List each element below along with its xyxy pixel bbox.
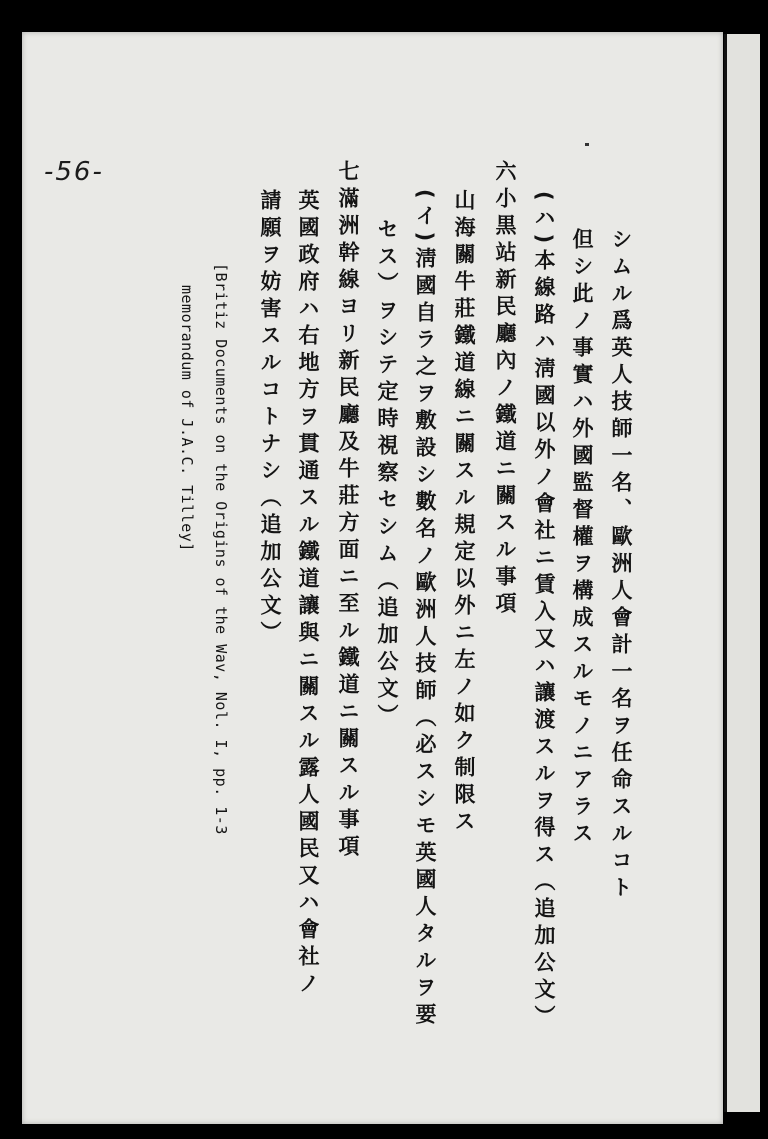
section-heading-7: 七滿洲幹線ヨリ新民廳及牛莊方面ニ至ル鐵道ニ關スル事項 — [336, 160, 360, 862]
text-line-5: 山海關牛莊鐵道線ニ關スル規定以外ニ左ノ如ク制限ス — [452, 189, 476, 837]
text-line-10: 請願ヲ妨害スルコトナシ（追加公文） — [258, 189, 282, 648]
text-line-1: シムル爲英人技師一名、歐洲人會計一名ヲ任命スルコト — [609, 228, 633, 903]
section-heading-6: 六小黒站新民廳內ノ鐵道ニ關スル事項 — [493, 160, 517, 619]
text-line-9: 英國政府ハ右地方ヲ貫通スル鐵道讓與ニ關スル露人國民又ハ會社ノ — [296, 189, 320, 999]
next-page-edge — [727, 34, 760, 1112]
text-line-7: セス）ヲシテ定時視察セシム（追加公文） — [375, 218, 399, 731]
source-citation-line-1: [Britiz Documents on the Origins of the Wav, Nol. I, pp. 1-3 — [212, 263, 230, 835]
page-number: -56- — [44, 157, 104, 187]
text-line-3: (ハ)本線路ハ淸國以外ノ會社ニ賃入又ハ讓渡スルヲ得ス（追加公文） — [532, 191, 556, 1033]
source-citation-line-2: memorandum of J.A.C. Tilley] — [178, 285, 196, 552]
text-line-6: (イ)淸國自ラ之ヲ敷設シ數名ノ歐洲人技師（必スシモ英國人タルヲ要 — [413, 189, 437, 1031]
ink-speck — [585, 143, 589, 146]
text-line-2: 但シ此ノ事實ハ外國監督權ヲ構成スルモノニアラス — [570, 228, 594, 849]
